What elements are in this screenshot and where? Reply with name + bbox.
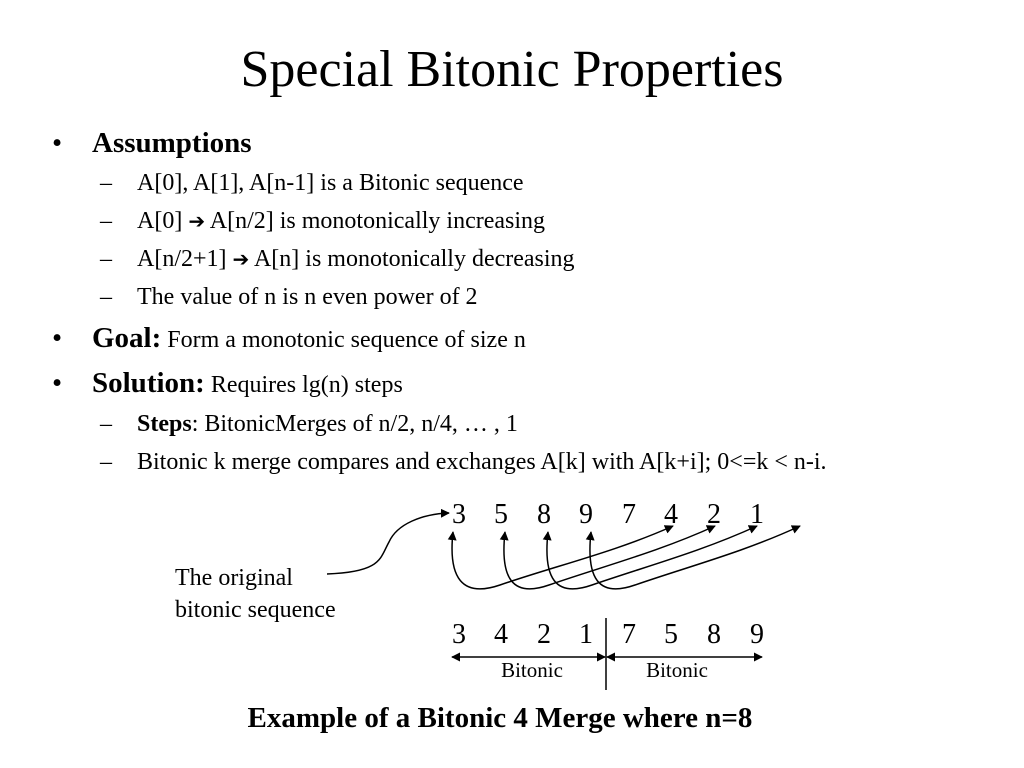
assumption-text-3-after: A[n] is monotonically decreasing [249,246,575,272]
solution-heading: Solution: [92,367,205,399]
merged-value: 5 [664,619,678,650]
merged-value: 2 [537,619,551,650]
merged-value: 7 [622,619,636,650]
dash-marker: – [100,170,112,196]
left-half-label: Bitonic [501,658,563,682]
original-value: 7 [622,499,636,530]
dash-marker: – [100,208,112,234]
merged-value: 8 [707,619,721,650]
label-line-1: The original [175,565,293,591]
right-arrow-icon: ➔ [232,247,250,271]
merged-value: 3 [452,619,466,650]
original-value: 9 [579,499,593,530]
dash-marker: – [100,284,112,310]
bullet-dot: • [52,127,63,159]
original-value: 4 [664,499,678,530]
original-value: 1 [750,499,764,530]
original-value: 3 [452,499,466,530]
dash-marker: – [100,411,112,437]
assumption-text-3-before: A[n/2+1] [137,246,233,272]
original-value: 2 [707,499,721,530]
dash-marker: – [100,246,112,272]
label-line-2: bitonic sequence [175,597,336,623]
right-arrow-icon: ➔ [188,209,206,233]
assumption-text-1: A[0], A[1], A[n-1] is a Bitonic sequence [137,170,524,196]
label-pointer-arrow [327,513,449,574]
original-sequence-label [175,562,336,626]
goal-text: Form a monotonic sequence of size n [161,327,526,353]
slide-title: Special Bitonic Properties [240,41,784,98]
original-value: 5 [494,499,508,530]
bullet-dot: • [52,367,63,399]
steps-text: : BitonicMerges of n/2, n/4, … , 1 [191,411,518,437]
merged-value: 9 [750,619,764,650]
steps-label: Steps [137,411,192,437]
compare-exchange-arrow [452,526,673,589]
original-value: 8 [537,499,551,530]
assumption-text-2-before: A[0] [137,208,189,234]
solution-text: Requires lg(n) steps [204,372,403,398]
right-half-label: Bitonic [646,658,708,682]
goal-heading: Goal: [92,322,162,354]
merged-value: 1 [579,619,593,650]
assumption-text-4: The value of n is n even power of 2 [137,284,478,310]
diagram-caption: Example of a Bitonic 4 Merge where n=8 [247,702,753,734]
assumptions-heading: Assumptions [92,127,252,159]
dash-marker: – [100,449,112,475]
merged-value: 4 [494,619,508,650]
bullet-dot: • [52,322,63,354]
assumption-text-2-after: A[n/2] is monotonically increasing [205,208,546,234]
merge-text: Bitonic k merge compares and exchanges A[k] with A[k+i]; 0<=k < n-i. [137,449,827,475]
